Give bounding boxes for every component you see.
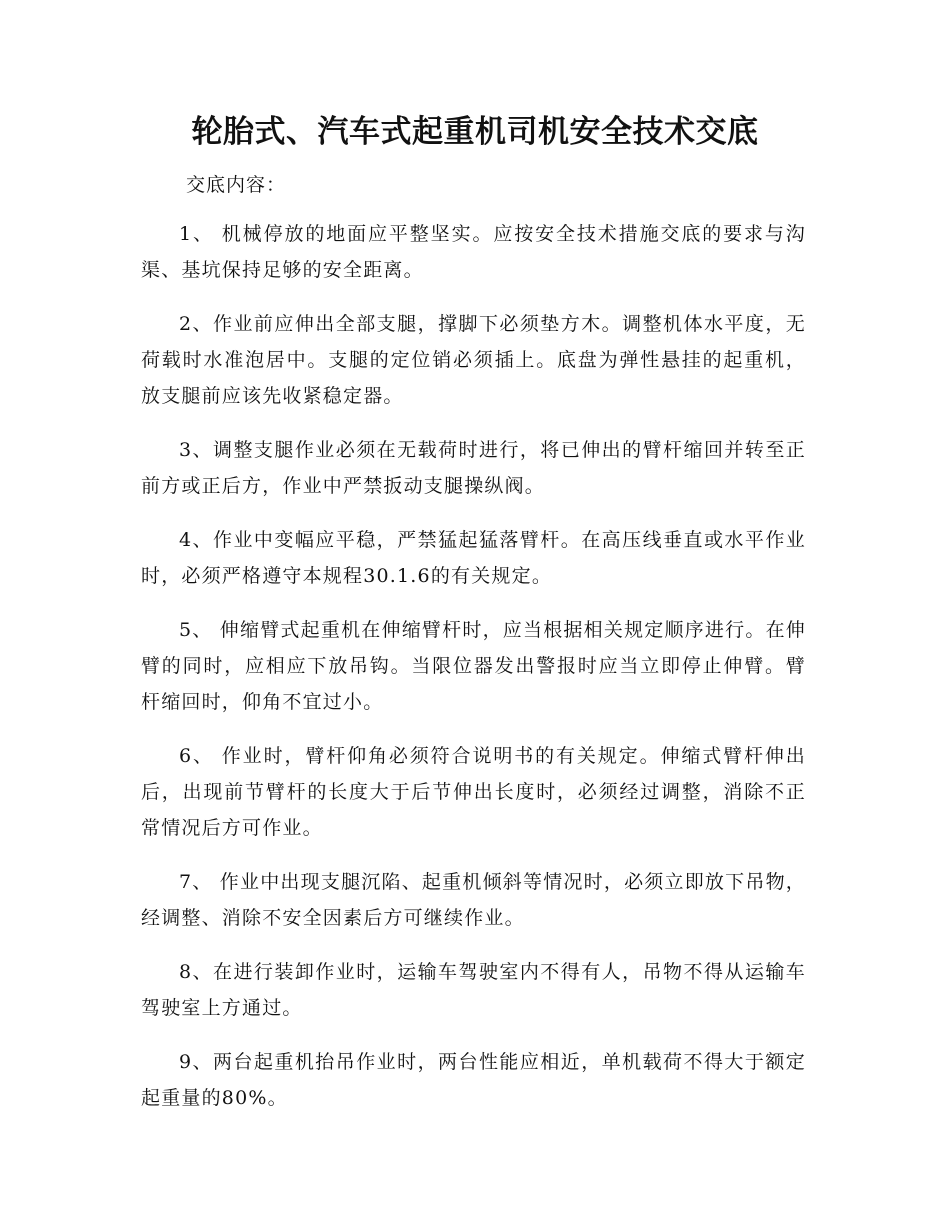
list-item-6: 6、 作业时，臂杆仰角必须符合说明书的有关规定。伸缩式臂杆伸出后，出现前节臂杆的长度大于后节伸出长度时，必须经过调整，消除不正常情况后方可作业。 <box>141 745 806 839</box>
list-item-8: 8、在进行装卸作业时，运输车驾驶室内不得有人，吊物不得从运输车驾驶室上方通过。 <box>141 961 806 1019</box>
list-item-1: 1、 机械停放的地面应平整坚实。应按安全技术措施交底的要求与沟渠、基坑保持足够的安全距离。 <box>141 223 806 281</box>
list-item-9: 9、两台起重机抬吊作业时，两台性能应相近，单机载荷不得大于额定起重量的80%。 <box>141 1051 806 1109</box>
list-item-3: 3、调整支腿作业必须在无载荷时进行，将已伸出的臂杆缩回并转至正前方或正后方，作业中严禁扳动支腿操纵阀。 <box>141 439 806 497</box>
list-item-4: 4、作业中变幅应平稳，严禁猛起猛落臂杆。在高压线垂直或水平作业时，必须严格遵守本规程30.1.6的有关规定。 <box>141 529 806 587</box>
list-item-7: 7、 作业中出现支腿沉陷、起重机倾斜等情况时，必须立即放下吊物，经调整、消除不安全因素后方可继续作业。 <box>141 871 806 929</box>
list-item-5: 5、 伸缩臂式起重机在伸缩臂杆时，应当根据相关规定顺序进行。在伸臂的同时，应相应下放吊钩。当限位器发出警报时应当立即停止伸臂。臂杆缩回时，仰角不宜过小。 <box>141 619 806 713</box>
list-item-2: 2、作业前应伸出全部支腿，撑脚下必须垫方木。调整机体水平度，无荷载时水准泡居中。支腿的定位销必须插上。底盘为弹性悬挂的起重机，放支腿前应该先收紧稳定器。 <box>141 313 806 407</box>
page-title: 轮胎式、汽车式起重机司机安全技术交底 <box>191 114 759 150</box>
item-list <box>141 216 806 1134</box>
intro-label: 交底内容： <box>186 174 287 196</box>
